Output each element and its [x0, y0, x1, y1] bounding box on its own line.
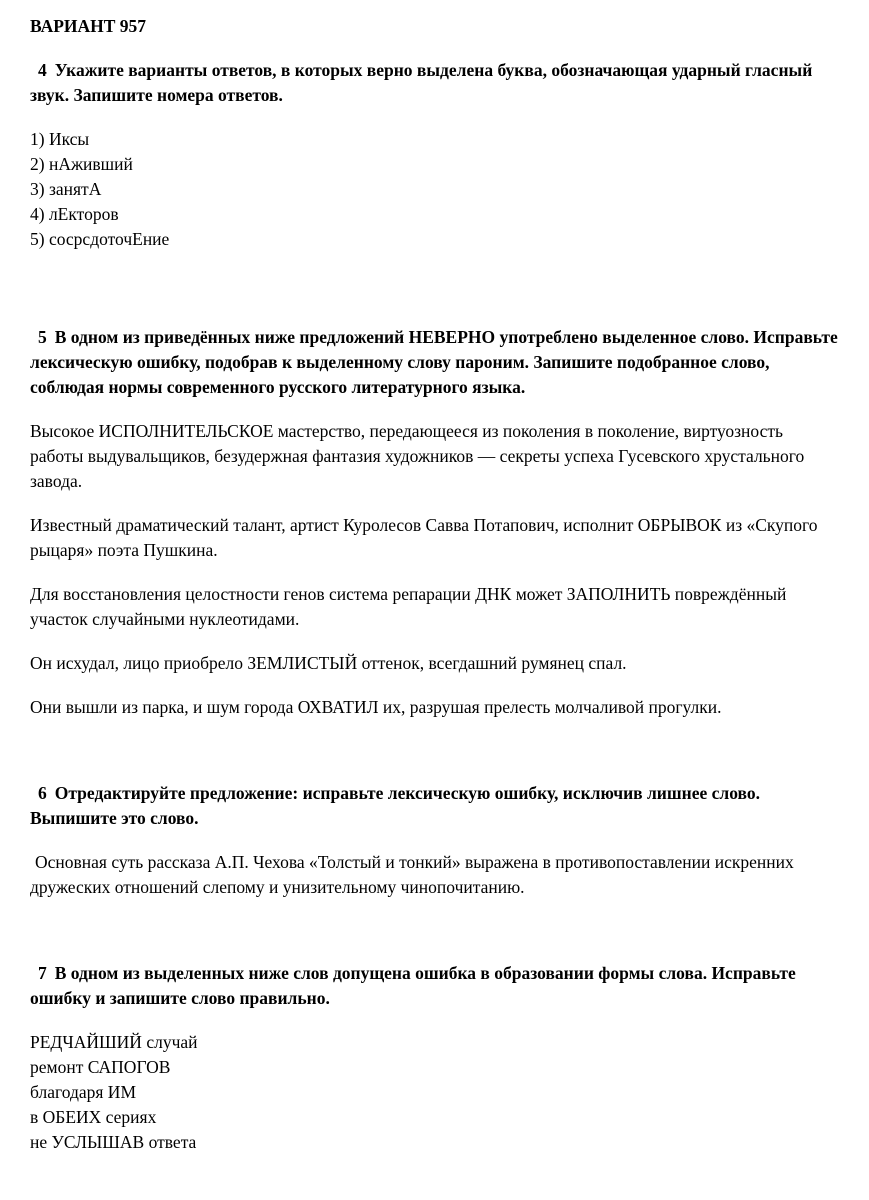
task-4 — [30, 58, 839, 252]
word-forms-list — [30, 1030, 839, 1155]
word-form-item: РЕДЧАЙШИЙ случай — [30, 1032, 198, 1052]
sentence: Высокое ИСПОЛНИТЕЛЬСКОЕ мастерство, передающееся из поколения в поколение, виртуозность работы выдувальщиков, безудержная фантазия художников — секреты успеха Гусевского хрустального завода. — [30, 421, 805, 491]
task-text-content: Основная суть рассказа А.П. Чехова «Толстый и тонкий» выражена в противопоставлении искренних дружеских отношений слепому и унизительному чинопочитанию. — [30, 852, 794, 897]
word-form-item: благодаря ИМ — [30, 1082, 136, 1102]
task-number: 7 — [38, 963, 47, 983]
sentence: Известный драматический талант, артист Куролесов Савва Потапович, исполнит ОБРЫВОК из «Скупого рыцаря» поэта Пушкина. — [30, 515, 818, 560]
task-question: В одном из выделенных ниже слов допущена ошибка в образовании формы слова. Исправьте ошибку и запишите слово правильно. — [30, 963, 796, 1008]
answer-option: 4) лЕкторов — [30, 204, 119, 224]
task-5-header — [30, 325, 839, 400]
task-4-header — [30, 58, 839, 108]
task-7-header — [30, 961, 839, 1011]
word-form-item: в ОБЕИХ сериях — [30, 1107, 157, 1127]
sentence: Он исхудал, лицо приобрело ЗЕМЛИСТЫЙ оттенок, всегдашний румянец спал. — [30, 653, 627, 673]
task-number: 6 — [38, 783, 47, 803]
task-6 — [30, 781, 839, 900]
variant-title: ВАРИАНТ 957 — [30, 16, 147, 36]
task-question: Укажите варианты ответов, в которых верно выделена буква, обозначающая ударный гласный звук. Запишите номера ответов. — [30, 60, 813, 105]
answer-option: 1) Иксы — [30, 129, 90, 149]
answer-option: 3) занятА — [30, 179, 102, 199]
answer-option: 2) нАживший — [30, 154, 133, 174]
task-number: 5 — [38, 327, 47, 347]
task-7 — [30, 961, 839, 1155]
task-6-header — [30, 781, 839, 831]
sentence: Они вышли из парка, и шум города ОХВАТИЛ их, разрушая прелесть молчаливой прогулки. — [30, 697, 722, 717]
sentence: Для восстановления целостности генов система репарации ДНК может ЗАПОЛНИТЬ повреждённый участок случайными нуклеотидами. — [30, 584, 787, 629]
sentence-list — [30, 419, 839, 720]
task-question: Отредактируйте предложение: исправьте лексическую ошибку, исключив лишнее слово. Выпишите это слово. — [30, 783, 761, 828]
word-form-item: ремонт САПОГОВ — [30, 1057, 171, 1077]
answer-options-list — [30, 127, 839, 252]
task-number: 4 — [38, 60, 47, 80]
word-form-item: не УСЛЫШАВ ответа — [30, 1132, 197, 1152]
task-text — [30, 850, 839, 900]
answer-option: 5) сосрсдоточЕние — [30, 229, 170, 249]
task-question: В одном из приведённых ниже предложений НЕВЕРНО употреблено выделенное слово. Исправьте лексическую ошибку, подобрав к выделенному слову пароним. Запишите подобранное слово, соблюдая нормы современного русского литературного языка. — [30, 327, 838, 397]
task-5 — [30, 325, 839, 720]
